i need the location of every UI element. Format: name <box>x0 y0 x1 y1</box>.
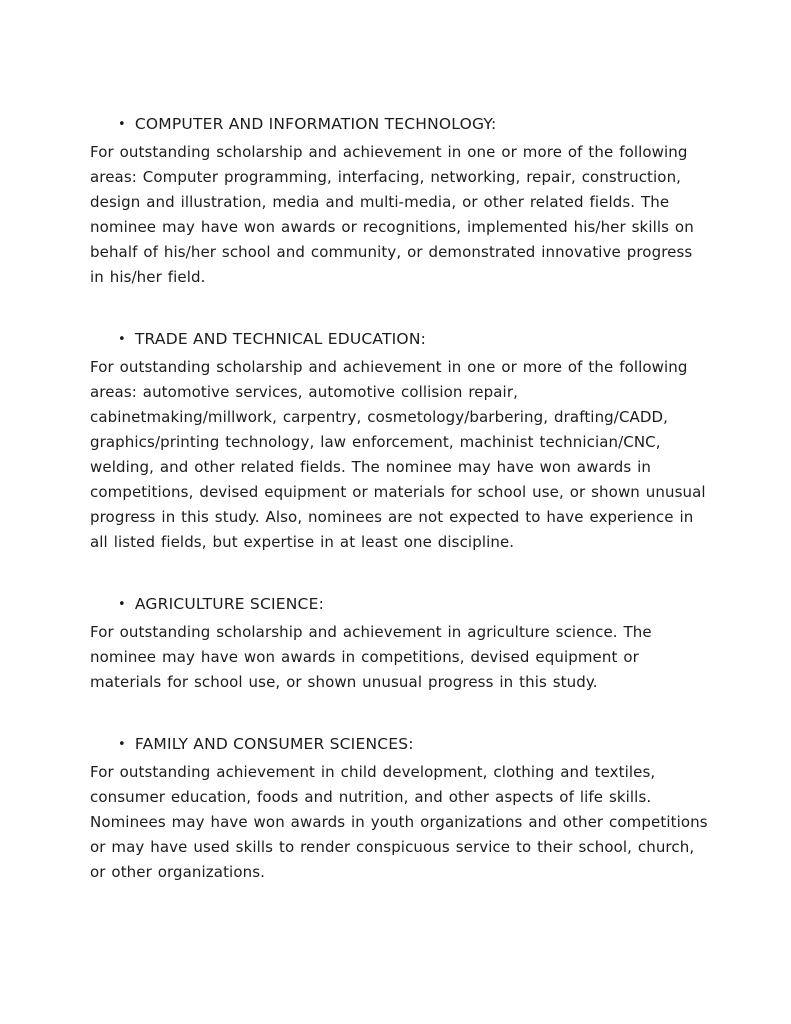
section-heading-row <box>118 732 708 758</box>
section-body: For outstanding achievement in child development, clothing and textiles, consumer education, foods and nutrition, and other aspects of life skills. Nominees may have won awards in youth organizations and other competitions or may have used skills to render conspicuous service to their school, church, or other organizations. <box>90 763 708 881</box>
section-heading-row <box>118 327 708 353</box>
section-heading: FAMILY AND CONSUMER SCIENCES: <box>134 735 414 753</box>
section-agriculture-science <box>90 592 708 695</box>
section-heading: AGRICULTURE SCIENCE: <box>134 595 324 613</box>
section-body: For outstanding scholarship and achievement in one or more of the following areas: automotive services, automotive collision repair, cabinetmaking/millwork, carpentry, cosmetology/barbering, drafting/CADD, graphics/printing technology, law enforcement, machinist technician/CNC, welding, and other related fields. The nominee may have won awards in competitions, devised equipment or materials for school use, or shown unusual progress in this study. Also, nominees are not expected to have experience in all listed fields, but expertise in at least one discipline. <box>90 358 706 551</box>
section-body: For outstanding scholarship and achievement in one or more of the following areas: Computer programming, interfacing, networking, repair, construction, design and illustration, media and multi-media, or other related fields. The nominee may have won awards or recognitions, implemented his/her skills on behalf of his/her school and community, or demonstrated innovative progress in his/her field. <box>90 143 694 286</box>
section-family-consumer-sciences <box>90 732 708 885</box>
section-heading: TRADE AND TECHNICAL EDUCATION: <box>134 330 427 348</box>
section-heading-row <box>118 112 708 138</box>
section-computer-information-technology <box>90 112 708 290</box>
section-heading-row <box>118 592 708 618</box>
bullet-icon: • <box>118 597 126 612</box>
section-body: For outstanding scholarship and achievement in agriculture science. The nominee may have won awards in competitions, devised equipment or materials for school use, or shown unusual progress in this study. <box>90 623 652 691</box>
document-content <box>90 112 708 885</box>
bullet-icon: • <box>118 117 126 132</box>
bullet-icon: • <box>118 332 126 347</box>
bullet-icon: • <box>118 737 126 752</box>
section-trade-technical-education <box>90 327 708 555</box>
section-heading: COMPUTER AND INFORMATION TECHNOLOGY: <box>134 115 497 133</box>
